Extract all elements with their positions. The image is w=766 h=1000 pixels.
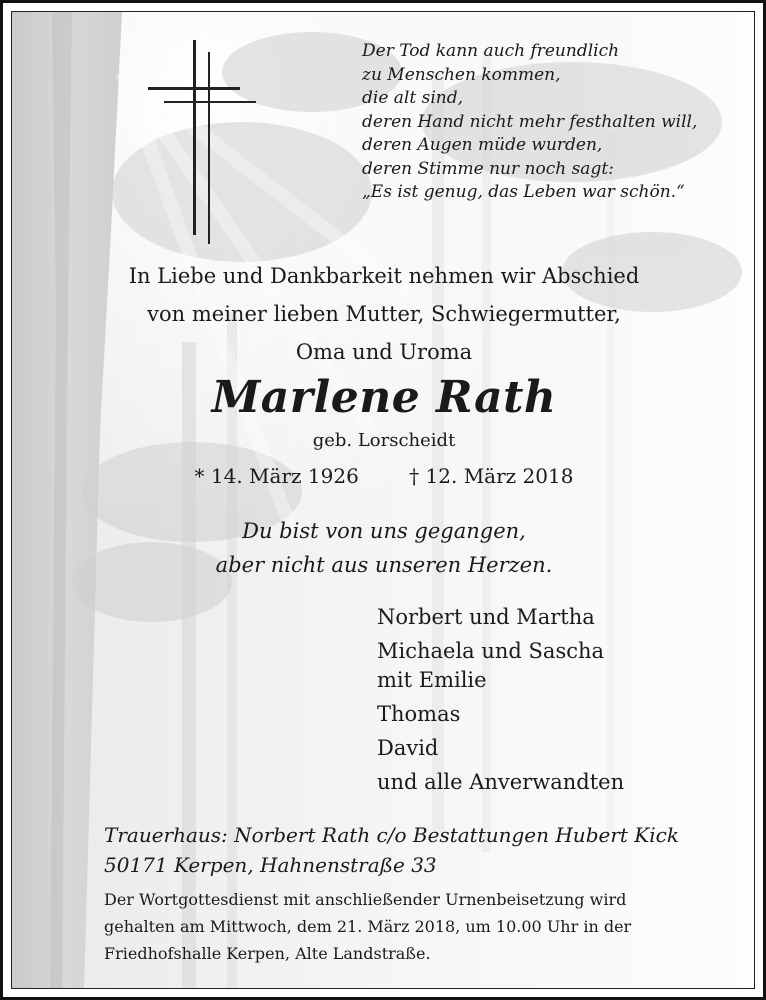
notice-line: Der Wortgottesdienst mit anschließender Urnenbeisetzung wird bbox=[104, 890, 627, 909]
service-notice bbox=[104, 886, 631, 967]
intro-line: von meiner lieben Mutter, Schwiegermutter, bbox=[147, 302, 621, 326]
mourner: David bbox=[377, 736, 439, 760]
poem-line: deren Hand nicht mehr festhalten will, bbox=[362, 111, 698, 132]
death-date: † 12. März 2018 bbox=[409, 464, 574, 488]
birth-name: geb. Lorscheidt bbox=[312, 430, 456, 451]
motto-line: aber nicht aus unseren Herzen. bbox=[215, 553, 553, 577]
address-line: Trauerhaus: Norbert Rath c/o Bestattungen Hubert Kick bbox=[104, 823, 679, 847]
poem-line: die alt sind, bbox=[362, 88, 463, 108]
notice-line: Friedhofshalle Kerpen, Alte Landstraße. bbox=[104, 944, 431, 963]
notice-line: gehalten am Mittwoch, dem 21. März 2018, um 10.00 Uhr in der bbox=[104, 917, 632, 936]
notice-frame bbox=[11, 11, 755, 989]
mourner: Michaela und Sascha bbox=[377, 639, 605, 663]
motto-line: Du bist von uns gegangen, bbox=[242, 519, 526, 543]
motto bbox=[12, 514, 755, 582]
poem bbox=[362, 40, 697, 205]
intro-text bbox=[12, 257, 755, 371]
poem-line: deren Augen müde wurden, bbox=[362, 135, 603, 155]
address-line: 50171 Kerpen, Hahnenstraße 33 bbox=[104, 853, 437, 877]
birth-date: * 14. März 1926 bbox=[194, 464, 359, 488]
life-dates bbox=[12, 464, 755, 488]
poem-line: „Es ist genug, das Leben war schön.“ bbox=[362, 182, 685, 202]
poem-line: deren Stimme nur noch sagt: bbox=[362, 158, 614, 179]
mourner: Norbert und Martha bbox=[377, 605, 595, 629]
mourner: und alle Anverwandten bbox=[377, 770, 625, 794]
mourning-house-address bbox=[104, 820, 679, 880]
intro-line: Oma und Uroma bbox=[295, 340, 473, 364]
intro-line: In Liebe und Dankbarkeit nehmen wir Abschied bbox=[128, 264, 640, 288]
mourner: mit Emilie bbox=[377, 668, 487, 692]
mourner: Thomas bbox=[377, 702, 461, 726]
poem-line: Der Tod kann auch freundlich bbox=[362, 41, 620, 61]
poem-line: zu Menschen kommen, bbox=[362, 64, 561, 85]
mourners-list bbox=[377, 600, 624, 799]
deceased-name: Marlene Rath bbox=[211, 372, 557, 423]
